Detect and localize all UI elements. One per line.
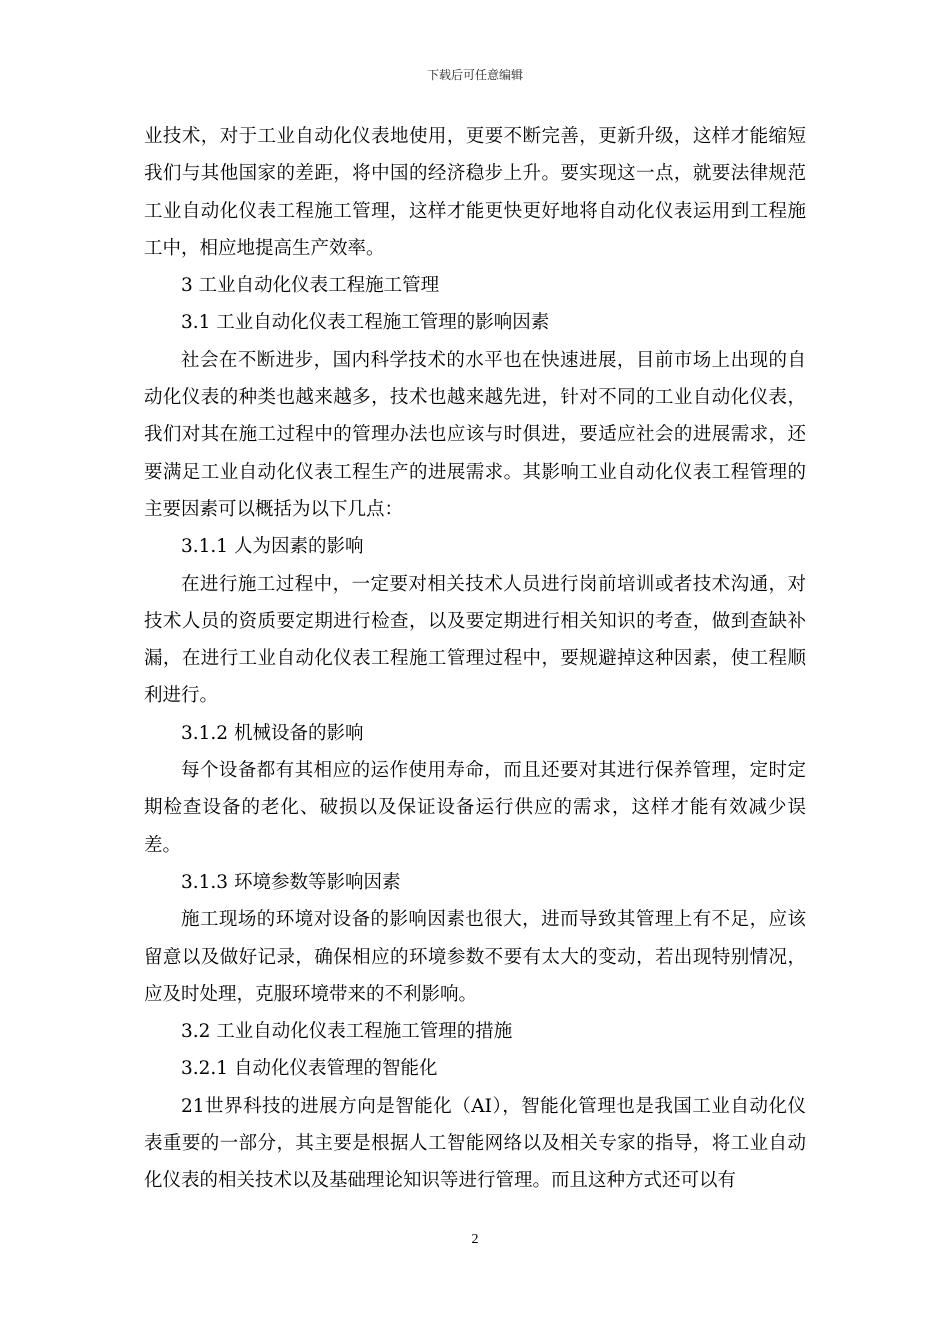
- paragraph: 在进行施工过程中，一定要对相关技术人员进行岗前培训或者技术沟通，对技术人员的资质要定期进行检查，以及要定期进行相关知识的考查，做到查缺补漏，在进行工业自动化仪表工程施工管理过程中，要规避掉这种因素，使工程顺利进行。: [144, 573, 806, 707]
- page-number: 2: [471, 1232, 479, 1247]
- section-heading-3-1-3: 3.1.3 环境参数等影响因素: [181, 871, 401, 893]
- section-heading-3-1: 3.1 工业自动化仪表工程施工管理的影响因素: [181, 312, 550, 334]
- paragraph: 每个设备都有其相应的运作使用寿命，而且还要对其进行保养管理，定时定期检查设备的老化、破损以及保证设备运行供应的需求，这样才能有效减少误差。: [144, 760, 806, 856]
- document-body: [144, 118, 806, 1200]
- section-heading-3-1-1: 3.1.1 人为因素的影响: [181, 536, 364, 558]
- paragraph: 社会在不断进步，国内科学技术的水平也在快速进展，目前市场上出现的自动化仪表的种类也越来越多，技术也越来越先进，针对不同的工业自动化仪表，我们对其在施工过程中的管理办法也应该与时俱进，要适应社会的进展需求，还要满足工业自动化仪表工程生产的进展需求。其影响工业自动化仪表工程管理的主要因素可以概括为以下几点：: [144, 349, 806, 520]
- section-heading-3-2: 3.2 工业自动化仪表工程施工管理的措施: [181, 1021, 513, 1043]
- section-heading-3-2-1: 3.2.1 自动化仪表管理的智能化: [181, 1058, 438, 1080]
- section-heading-3: 3 工业自动化仪表工程施工管理: [181, 275, 440, 297]
- section-heading-3-1-2: 3.1.2 机械设备的影响: [181, 722, 364, 744]
- paragraph-continued: 业技术，对于工业自动化仪表地使用，更要不断完善，更新升级，这样才能缩短我们与其他国家的差距，将中国的经济稳步上升。要实现这一点，就要法律规范工业自动化仪表工程施工管理，这样才能更快更好地将自动化仪表运用到工程施工中，相应地提高生产效率。: [144, 126, 806, 259]
- paragraph: 施工现场的环境对设备的影响因素也很大，进而导致其管理上有不足，应该留意以及做好记录，确保相应的环境参数不要有太大的变动，若出现特别情况，应及时处理，克服环境带来的不利影响。: [144, 909, 806, 1005]
- page-header: 下载后可任意编辑: [426, 68, 523, 82]
- paragraph: 21世界科技的进展方向是智能化（AI），智能化管理也是我国工业自动化仪表重要的一部分，其主要是根据人工智能网络以及相关专家的指导，将工业自动化仪表的相关技术以及基础理论知识等进行管理。而且这种方式还可以有: [144, 1095, 806, 1192]
